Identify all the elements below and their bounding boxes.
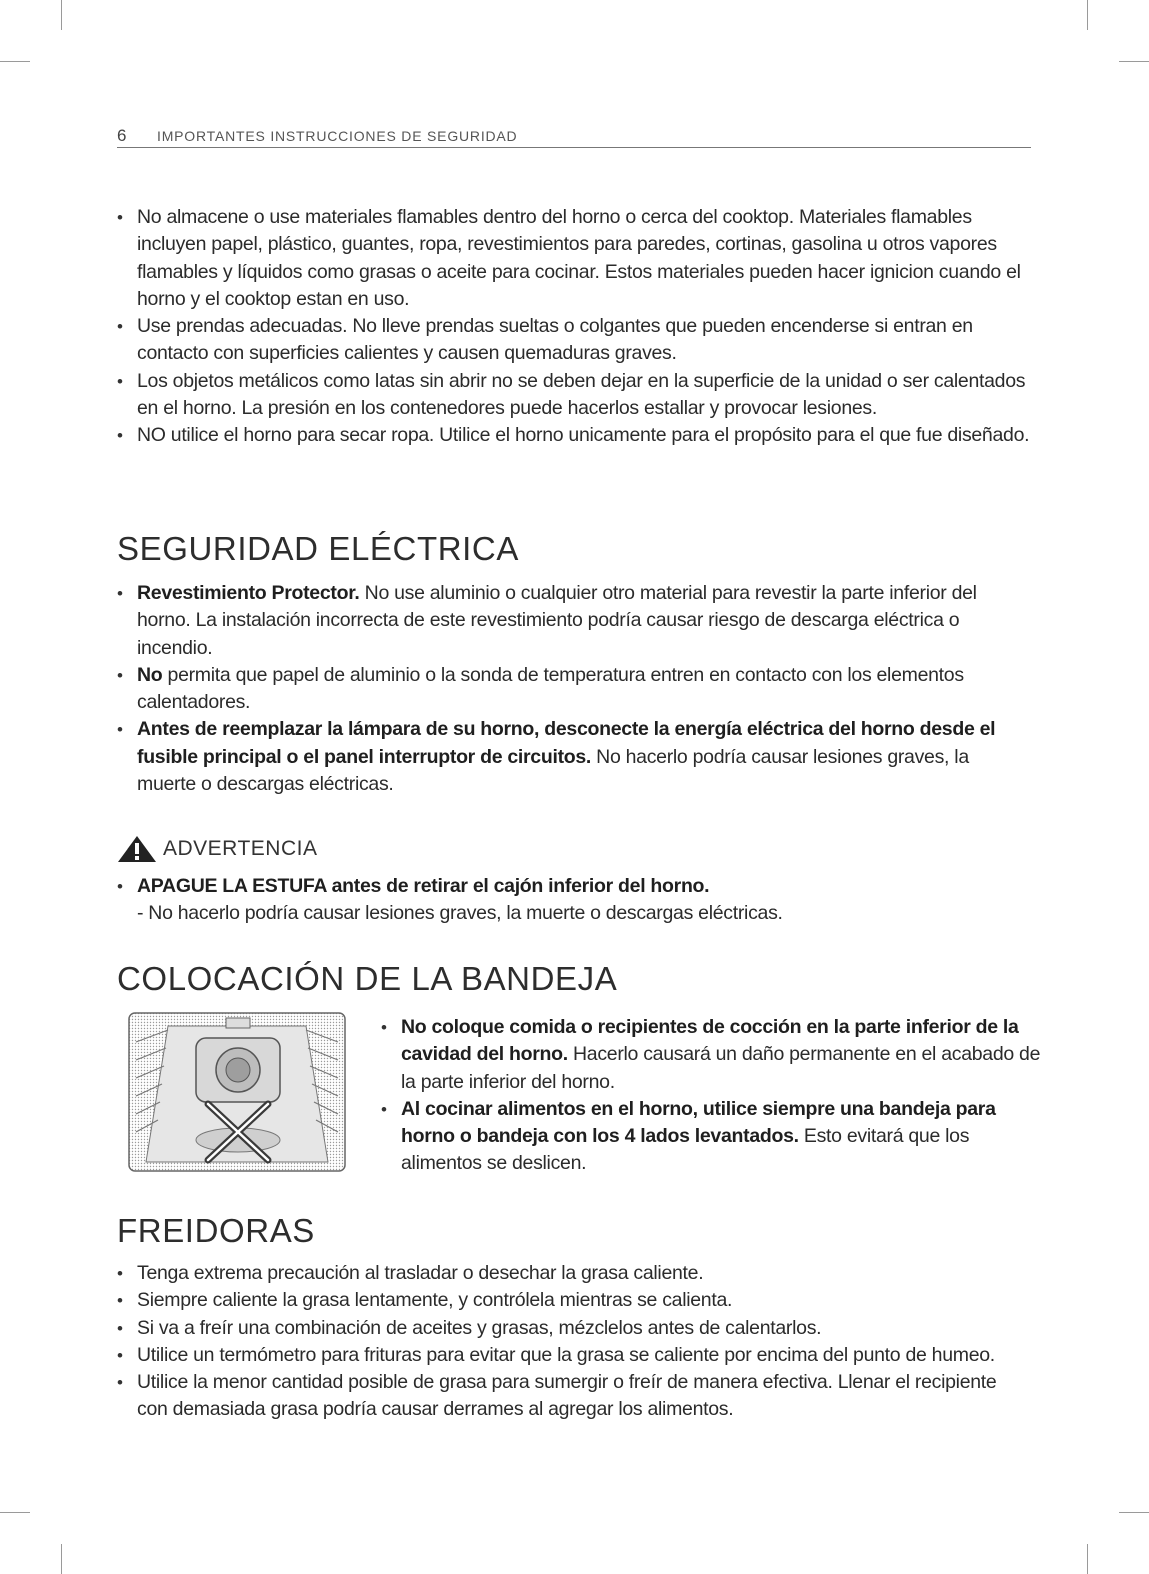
list-item bbox=[381, 1096, 1041, 1178]
list-item bbox=[381, 1014, 1041, 1096]
bold-lead: Antes de reemplazar la lámpara de su horno, desconecte la energía eléctrica del horno desde el fusible principal o el panel interruptor de circuitos. bbox=[137, 718, 996, 768]
bold-lead: No coloque comida o recipientes de cocción en la parte inferior de la cavidad del horno. bbox=[401, 1016, 1019, 1066]
item-text: Hacerlo causará un daño permanente en el acabado de la parte inferior del horno. bbox=[401, 1043, 1041, 1093]
page-number: 6 bbox=[117, 126, 127, 145]
tray-bullet-list bbox=[381, 1014, 1041, 1178]
fryers-bullet-list bbox=[117, 1260, 1032, 1424]
header-title: IMPORTANTES INSTRUCCIONES DE SEGURIDAD bbox=[157, 128, 518, 144]
intro-bullet-list bbox=[117, 204, 1032, 450]
crop-mark bbox=[1119, 1512, 1149, 1513]
bold-lead: Al cocinar alimentos en el horno, utilice siempre una bandeja para horno o bandeja con los 4 lados levantados. bbox=[401, 1097, 996, 1148]
section-heading-electrical: SEGURIDAD ELÉCTRICA bbox=[117, 530, 519, 567]
item-text: Esto evitará que los alimentos se deslicen. bbox=[401, 1125, 970, 1175]
bold-lead: APAGUE LA ESTUFA antes de retirar el cajón inferior del horno. bbox=[137, 875, 710, 897]
list-item: • Si va a freír una combinación de aceites y grasas, mézclelos antes de calentarlos. bbox=[117, 1315, 1032, 1342]
crop-mark bbox=[61, 0, 62, 30]
bold-lead: No bbox=[137, 663, 163, 686]
list-item: • Siempre caliente la grasa lentamente, y contrólela mientras se calienta. bbox=[117, 1287, 1032, 1314]
list-item: • No almacene o use materiales flamables dentro del horno o cerca del cooktop. Materiales flamables incluyen papel, plástico, guantes, ropa, revestimientos para paredes, cortinas, gasolina u otros vapores flamables y líquidos como grasas o aceite para cocinar. Estos materiales pueden hacer ignicion cuando el horno y el cooktop estan en uso. bbox=[117, 204, 1032, 313]
item-text: permita que papel de aluminio o la sonda de temperatura entren en contacto con los elementos calentadores. bbox=[137, 663, 964, 714]
crop-mark bbox=[1087, 0, 1088, 30]
list-item: • Los objetos metálicos como latas sin abrir no se deben dejar en la superficie de la unidad o ser calentados en el horno. La presión en los contenedores puede hacerlos estallar y provocar lesiones. bbox=[117, 368, 1032, 423]
crop-mark bbox=[1119, 61, 1149, 62]
warning-bullet-list bbox=[117, 873, 1032, 928]
crop-mark bbox=[0, 1512, 30, 1513]
warning-text: ADVERTENCIA bbox=[163, 837, 318, 860]
list-item: • Utilice la menor cantidad posible de grasa para sumergir o freír de manera efectiva. Llenar el recipiente con demasiada grasa podría causar derrames al agregar los alimentos. bbox=[117, 1369, 1032, 1424]
item-subtext: - No hacerlo podría causar lesiones graves, la muerte o descargas eléctricas. bbox=[137, 902, 783, 925]
running-header bbox=[117, 126, 1031, 148]
electrical-bullet-list bbox=[117, 580, 1032, 798]
oven-cavity-illustration bbox=[128, 1012, 346, 1172]
list-item bbox=[117, 580, 1032, 662]
warning-triangle-icon bbox=[117, 835, 157, 863]
crop-mark bbox=[0, 61, 30, 62]
list-item: • Tenga extrema precaución al trasladar o desechar la grasa caliente. bbox=[117, 1260, 1032, 1287]
item-text: No hacerlo podría causar lesiones graves, la muerte o descargas eléctricas. bbox=[137, 745, 969, 796]
list-item: • NO utilice el horno para secar ropa. Utilice el horno unicamente para el propósito para el que fue diseñado. bbox=[117, 422, 1032, 449]
item-text: No use aluminio o cualquier otro material para revestir la parte inferior del horno. La instalación incorrecta de este revestimiento podría causar riesgo de descarga eléctrica o incendio. bbox=[137, 582, 977, 659]
section-heading-tray: COLOCACIÓN DE LA BANDEJA bbox=[117, 960, 618, 997]
crop-mark bbox=[1087, 1544, 1088, 1574]
crop-mark bbox=[61, 1544, 62, 1574]
list-item bbox=[117, 716, 1032, 798]
list-item: • Use prendas adecuadas. No lleve prendas sueltas o colgantes que pueden encenderse si entran en contacto con superficies calientes y causen quemaduras graves. bbox=[117, 313, 1032, 368]
section-heading-fryers: FREIDORAS bbox=[117, 1212, 315, 1249]
warning-label bbox=[117, 834, 317, 864]
list-item: • Utilice un termómetro para frituras para evitar que la grasa se caliente por encima del punto de humeo. bbox=[117, 1342, 1032, 1369]
list-item bbox=[117, 662, 1032, 717]
list-item bbox=[117, 873, 1032, 928]
bold-lead: Revestimiento Protector. bbox=[137, 582, 360, 604]
